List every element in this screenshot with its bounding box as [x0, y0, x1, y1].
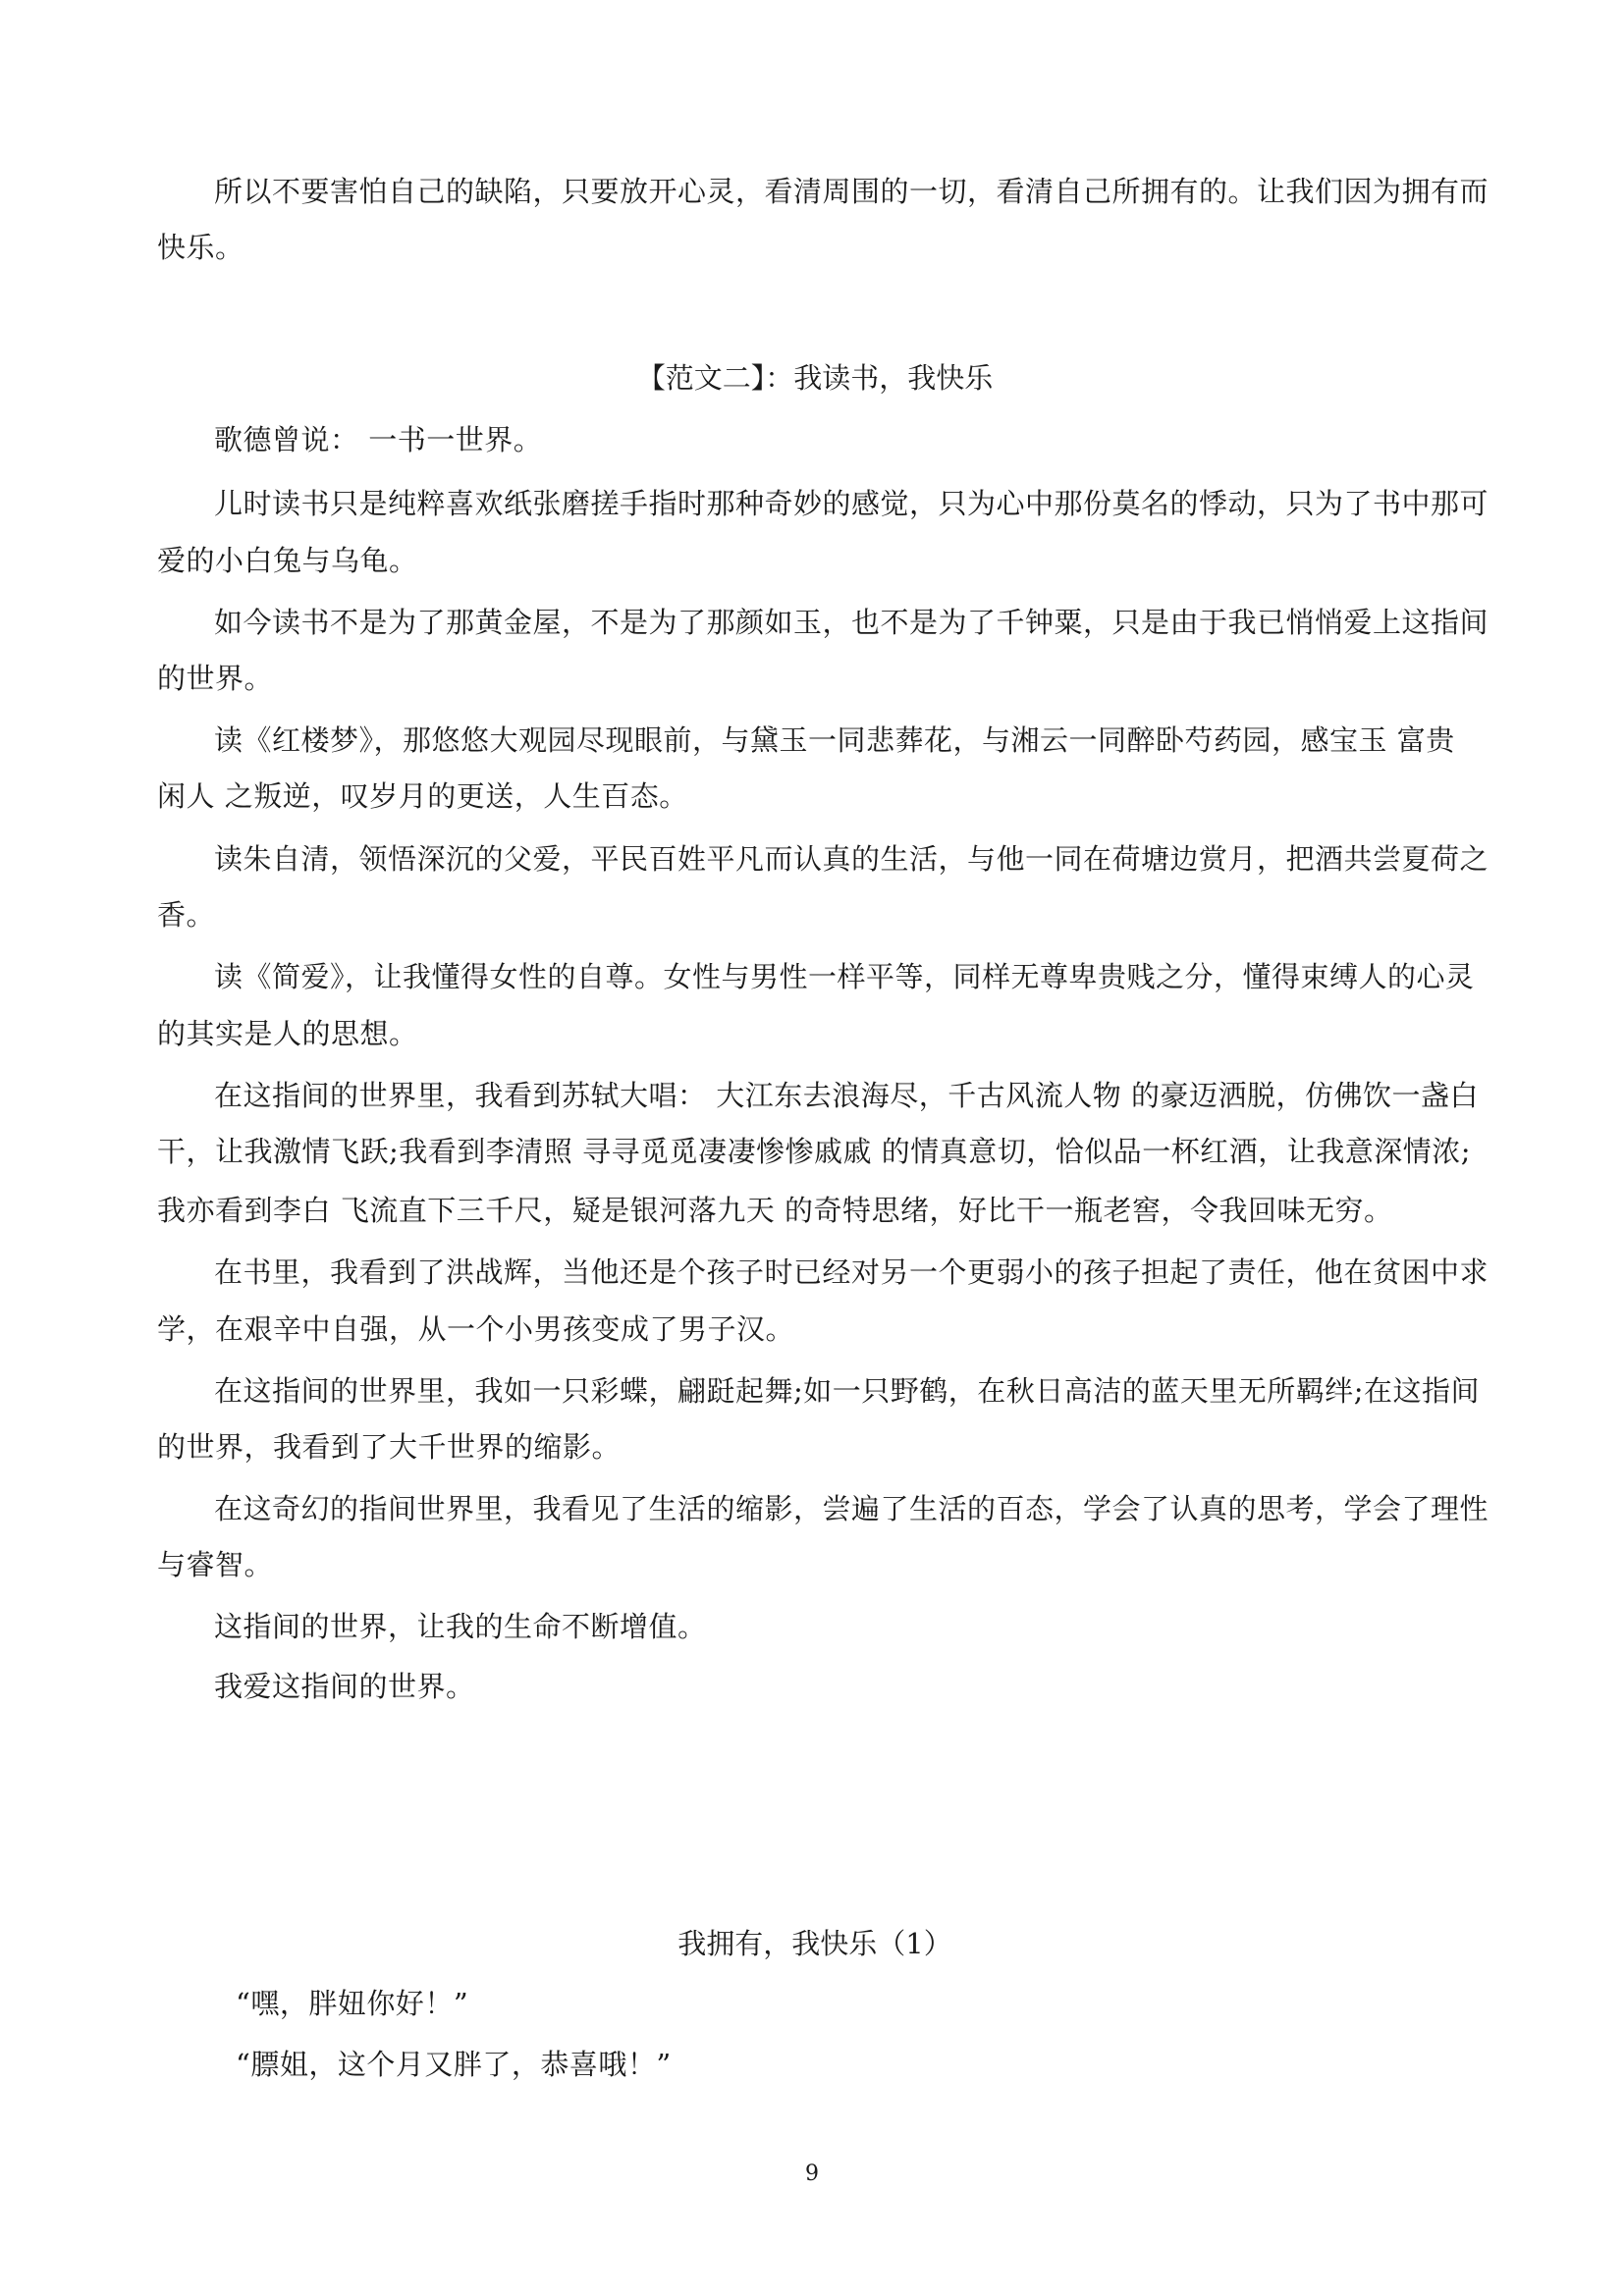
- essay-two-paragraph-10-line-2: 与睿智。: [157, 1548, 274, 1581]
- essay-two-paragraph-9-line-1: 在这指间的世界里，我如一只彩蝶，翩跹起舞;如一只野鹤，在秋日高洁的蓝天里无所羁绊;在这指间: [214, 1374, 1481, 1408]
- closing-paragraph-line-2: 快乐。: [157, 231, 244, 264]
- essay-two-paragraph-11-line-1: 这指间的世界，让我的生命不断增值。: [214, 1610, 707, 1643]
- essay-three-title: 我拥有，我快乐（1）: [677, 1927, 952, 1960]
- essay-two-paragraph-4-line-2: 闲人 之叛逆，叹岁月的更送，人生百态。: [157, 779, 688, 813]
- essay-three-dialogue-line-2: “膘姐，这个月又胖了，恭喜哦！”: [236, 2048, 672, 2081]
- essay-two-paragraph-2-line-1: 儿时读书只是纯粹喜欢纸张磨搓手指时那种奇妙的感觉，只为心中那份莫名的悸动，只为了书中那可: [214, 487, 1489, 520]
- essay-two-paragraph-1-line-1: 歌德曾说： 一书一世界。: [214, 423, 543, 456]
- page-number: 9: [805, 2162, 819, 2186]
- essay-two-paragraph-7-line-1: 在这指间的世界里，我看到苏轼大唱： 大江东去浪海尽，千古风流人物 的豪迈洒脱，仿佛饮一盏白: [214, 1079, 1479, 1112]
- essay-two-paragraph-4-line-1: 读《红楼梦》，那悠悠大观园尽现眼前，与黛玉一同悲葬花，与湘云一同醉卧芍药园，感宝玉 富贵: [214, 723, 1455, 757]
- essay-two-paragraph-3-line-1: 如今读书不是为了那黄金屋，不是为了那颜如玉，也不是为了千钟粟，只是由于我已悄悄爱上这指间: [214, 606, 1489, 639]
- essay-three-dialogue-line-1: “嘿，胖妞你好！”: [236, 1987, 469, 2020]
- essay-two-paragraph-10-line-1: 在这奇幻的指间世界里，我看见了生活的缩影，尝遍了生活的百态，学会了认真的思考，学会了理性: [214, 1492, 1489, 1525]
- essay-two-paragraph-7-line-3: 我亦看到李白 飞流直下三千尺，疑是银河落九天 的奇特思绪，好比干一瓶老窖，令我回味无穷。: [157, 1194, 1393, 1227]
- essay-two-paragraph-8-line-2: 学，在艰辛中自强，从一个小男孩变成了男子汉。: [157, 1312, 795, 1346]
- essay-two-paragraph-7-line-2: 干，让我激情飞跃;我看到李清照 寻寻觅觅凄凄惨惨戚戚 的情真意切，恰似品一杯红酒，让我意深情浓;: [157, 1135, 1471, 1168]
- essay-two-paragraph-8-line-1: 在书里，我看到了洪战辉，当他还是个孩子时已经对另一个更弱小的孩子担起了责任，他在贫困中求: [214, 1255, 1489, 1289]
- essay-two-title: 【范文二】：我读书，我快乐: [636, 361, 994, 395]
- essay-two-paragraph-5-line-1: 读朱自清，领悟深沉的父爱，平民百姓平凡而认真的生活，与他一同在荷塘边赏月，把酒共尝夏荷之: [214, 842, 1489, 876]
- essay-two-paragraph-2-line-2: 爱的小白兔与乌龟。: [157, 544, 418, 577]
- essay-two-paragraph-12-line-1: 我爱这指间的世界。: [214, 1670, 475, 1703]
- essay-two-paragraph-9-line-2: 的世界，我看到了大千世界的缩影。: [157, 1430, 622, 1464]
- document-page: [157, 0, 1489, 2296]
- essay-two-paragraph-5-line-2: 香。: [157, 898, 216, 932]
- essay-two-paragraph-3-line-2: 的世界。: [157, 662, 274, 695]
- essay-two-paragraph-6-line-1: 读《简爱》，让我懂得女性的自尊。女性与男性一样平等，同样无尊卑贵贱之分，懂得束缚人的心灵: [214, 960, 1475, 993]
- essay-two-paragraph-6-line-2: 的其实是人的思想。: [157, 1017, 418, 1050]
- closing-paragraph-line-1: 所以不要害怕自己的缺陷，只要放开心灵，看清周围的一切，看清自己所拥有的。让我们因为拥有而: [214, 175, 1489, 208]
